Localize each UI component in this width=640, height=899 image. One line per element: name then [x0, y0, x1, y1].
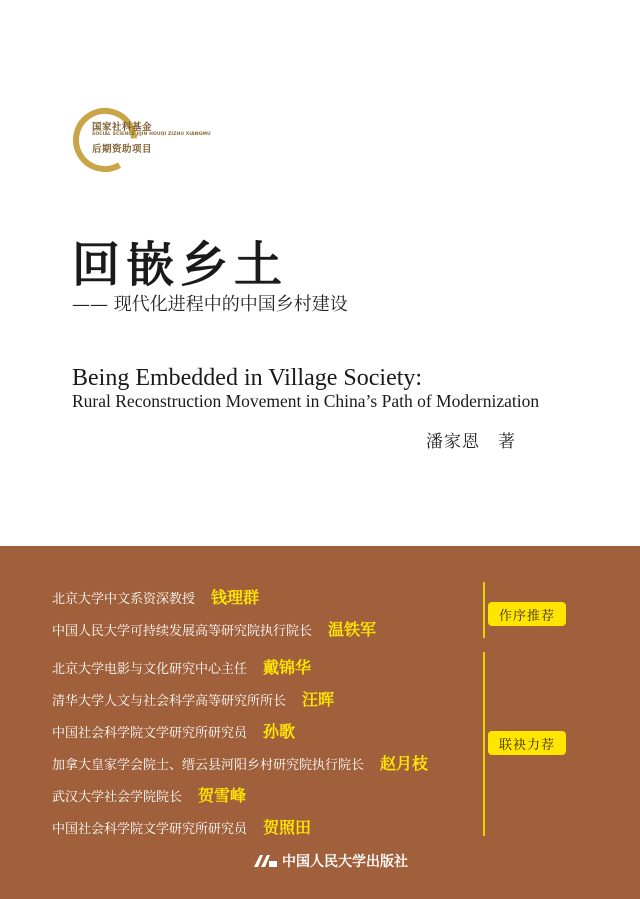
endorser-position: 北京大学中文系资深教授 [52, 592, 196, 607]
endorser-position: 中国社会科学院文学研究所研究员 [52, 726, 248, 741]
endorse-row [52, 687, 334, 711]
endorser-name: 贺照田 [263, 818, 312, 837]
endorser-name: 汪晖 [302, 690, 335, 709]
endorse-row [52, 815, 311, 839]
endorser-name: 孙歌 [263, 722, 296, 741]
endorser-position: 武汉大学社会学院院长 [52, 790, 183, 805]
seal-line3: 后期资助项目 [92, 144, 153, 155]
endorser-position: 中国社会科学院文学研究所研究员 [52, 822, 248, 837]
author: 潘家恩 著 [426, 432, 516, 452]
preface-row [52, 617, 376, 641]
divider-line [483, 582, 485, 638]
endorser-name: 贺雪峰 [198, 786, 247, 805]
endorse-tag: 联袂力荐 [488, 731, 566, 755]
divider-line [483, 652, 485, 836]
publisher-logo-icon [252, 852, 278, 870]
seal-line1: 国家社科基金 [92, 122, 153, 133]
endorser-position: 中国人民大学可持续发展高等研究院执行院长 [52, 624, 313, 639]
book-title-en: Being Embedded in Village Society: [72, 365, 423, 391]
endorser-name: 赵月枝 [380, 754, 429, 773]
endorser-name: 温铁军 [328, 620, 377, 639]
endorser-name: 戴锦华 [263, 658, 312, 677]
endorser-name: 钱理群 [211, 588, 260, 607]
book-title-cn: 回嵌乡土 [72, 237, 289, 293]
endorser-position: 北京大学电影与文化研究中心主任 [52, 662, 248, 677]
endorse-row [52, 655, 311, 679]
book-subtitle-cn: —— 现代化进程中的中国乡村建设 [72, 294, 348, 315]
preface-tag: 作序推荐 [488, 602, 566, 626]
endorser-position: 加拿大皇家学会院士、缙云县河阳乡村研究院执行院长 [52, 758, 365, 773]
publisher-name: 中国人民大学出版社 [282, 854, 408, 870]
endorse-row [52, 751, 428, 775]
endorse-row [52, 783, 246, 807]
publisher [252, 851, 408, 871]
book-subtitle-en: Rural Reconstruction Movement in China’s Path of Modernization [72, 391, 540, 411]
endorser-position: 清华大学人文与社会科学高等研究所所长 [52, 694, 287, 709]
endorse-row [52, 719, 295, 743]
seal-ring-icon [70, 105, 170, 175]
preface-row [52, 585, 259, 609]
fund-seal [70, 105, 211, 175]
seal-line2: SOCIAL SCIENCE JIJIN HOUQI ZIZHU XIANGMU [92, 132, 211, 137]
